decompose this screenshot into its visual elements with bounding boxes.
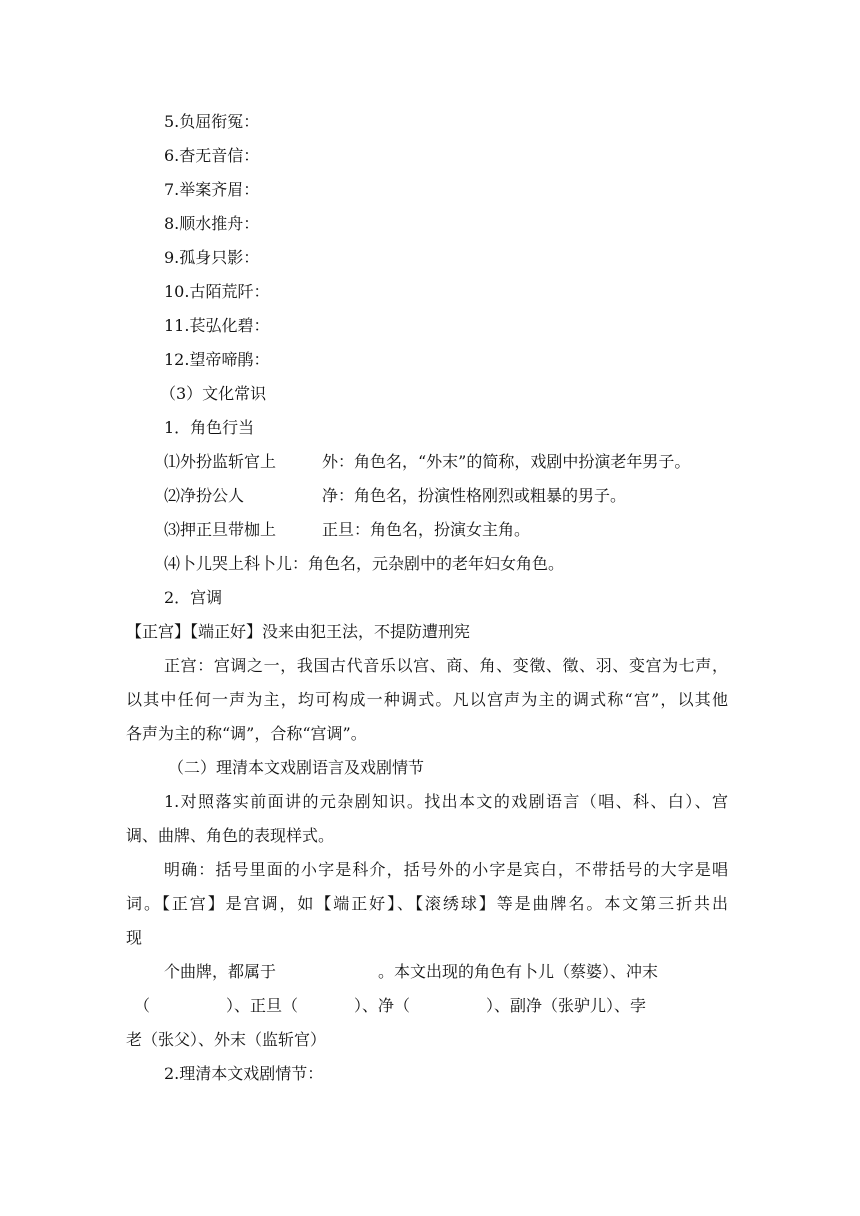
idiom-item: 7.举案齐眉： <box>164 180 260 199</box>
section-heading-culture: （3）文化常识 <box>160 384 267 403</box>
idiom-item: 5.负屈衔冤： <box>164 112 260 131</box>
gongdiao-paragraph-line: 以其中任何一声为主，均可构成一种调式。凡以宫声为主的调式称“宫”，以其他 <box>126 690 728 709</box>
answer-text: ）、正旦（ <box>226 996 299 1015</box>
gongdiao-paragraph-line: 各声为主的称“调”，合称“宫调”。 <box>126 724 367 743</box>
section-heading-part2: （二）理清本文戏剧语言及戏剧情节 <box>168 758 425 777</box>
role-description: 外：角色名，“外末”的简称，戏剧中扮演老年男子。 <box>322 452 691 471</box>
idiom-item: 8.顺水推舟： <box>164 214 260 233</box>
role-label: ⑵净扮公人 <box>164 486 245 505</box>
answer-line: 老（张父）、外末（监斩官） <box>126 1030 327 1049</box>
role-label: ⑶押正旦带枷上 <box>164 520 277 539</box>
idiom-item: 12.望帝啼鹃： <box>164 350 270 369</box>
gongdiao-example: 【正宫】【端正好】没来由犯王法，不提防遭刑宪 <box>126 622 471 641</box>
answer-text: 个曲牌，都属于 <box>164 962 277 981</box>
answer-text: ）、净（ <box>354 996 411 1015</box>
answer-line: 词。【正宫】是宫调，如【端正好】、【滚绣球】等是曲牌名。本文第三折共出 <box>126 894 728 913</box>
gongdiao-paragraph-line: 正宫：宫调之一，我国古代音乐以宫、商、角、变徵、徵、羽、变宫为七声， <box>164 656 728 675</box>
subheading-roles: 1．角色行当 <box>164 418 255 437</box>
answer-text: ）、副净（张驴儿）、孛 <box>486 996 647 1015</box>
answer-text: 。本文出现的角色有卜儿（蔡婆）、冲末 <box>378 962 659 981</box>
idiom-item: 11.苌弘化碧： <box>164 316 270 335</box>
answer-line: 明确：括号里面的小字是科介，括号外的小字是宾白，不带括号的大字是唱 <box>164 860 728 879</box>
answer-line-blanks <box>164 962 658 982</box>
role-description: 正旦：角色名，扮演女主角。 <box>322 520 531 539</box>
role-label: ⑴外扮监斩官上 <box>164 452 277 471</box>
subheading-gongdiao: 2．宫调 <box>164 588 223 607</box>
question-1-line: 1.对照落实前面讲的元杂剧知识。找出本文的戏剧语言（唱、科、白）、宫 <box>164 792 728 811</box>
role-description: 净：角色名，扮演性格刚烈或粗暴的男子。 <box>322 486 627 505</box>
question-1-line: 调、曲牌、角色的表现样式。 <box>126 826 335 845</box>
idiom-item: 10.古陌荒阡： <box>164 282 270 301</box>
role-item: ⑷卜儿哭上科卜儿：角色名，元杂剧中的老年妇女角色。 <box>164 554 565 573</box>
answer-line-blanks <box>134 996 646 1016</box>
idiom-item: 9.孤身只影： <box>164 248 260 267</box>
question-2: 2.理清本文戏剧情节： <box>164 1064 324 1083</box>
answer-line: 现 <box>126 928 143 947</box>
answer-text: （ <box>134 996 151 1015</box>
idiom-item: 6.杳无音信： <box>164 146 260 165</box>
